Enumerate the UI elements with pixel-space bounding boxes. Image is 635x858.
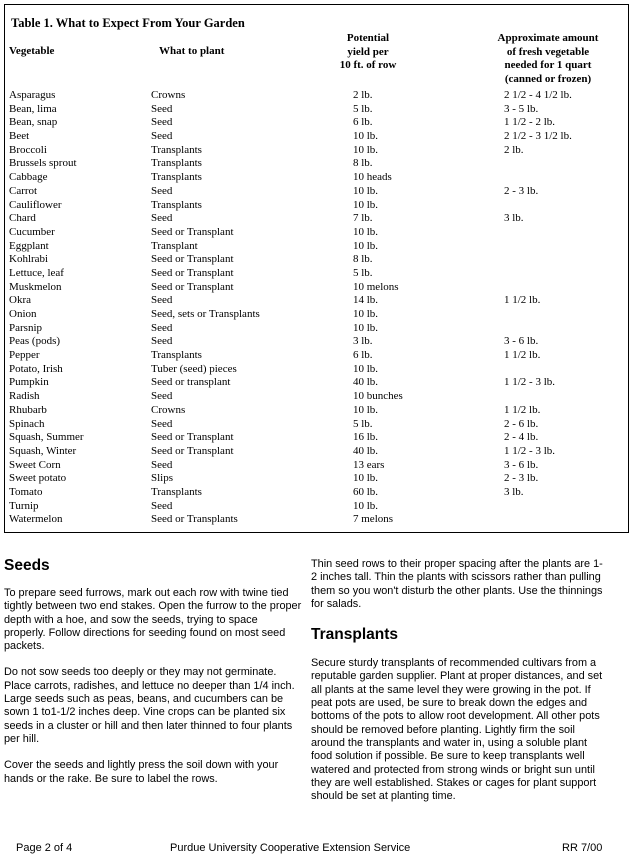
cell-what-to-plant: Seed or Transplant [151,225,234,238]
table-row [5,226,628,240]
cell-what-to-plant: Seed [151,417,173,430]
table-row [5,335,628,349]
cell-yield: 10 bunches [353,390,403,403]
cell-what-to-plant: Seed [151,321,173,334]
cell-yield: 5 lb. [353,417,373,430]
cell-approx-amount: 1 1/2 - 3 lb. [504,444,556,457]
cell-approx-amount: 2 1/2 - 3 1/2 lb. [504,130,572,143]
cell-what-to-plant: Seed [151,294,173,307]
table-row [5,418,628,432]
header-approx-amount [483,32,613,86]
cell-approx-amount: 3 - 5 lb. [504,102,539,115]
cell-yield: 10 lb. [353,472,379,485]
cell-vegetable: Turnip [9,499,39,512]
cell-approx-amount: 1 1/2 lb. [504,294,541,307]
cell-vegetable: Pepper [9,349,40,362]
cell-yield: 40 lb. [353,376,379,389]
cell-yield: 5 lb. [353,102,373,115]
cell-yield: 2 lb. [353,89,373,101]
header-approx-line-2: of fresh vegetable [506,45,590,58]
table-row [5,390,628,404]
publisher: Purdue University Cooperative Extension Service [170,842,411,854]
cell-approx-amount: 3 - 6 lb. [504,458,539,471]
cell-vegetable: Asparagus [9,89,56,101]
cell-vegetable: Watermelon [9,513,63,526]
cell-what-to-plant: Seed [151,390,173,403]
cell-vegetable: Beet [9,130,30,143]
cell-yield: 6 lb. [353,349,373,362]
cell-approx-amount: 2 - 3 lb. [504,472,539,485]
cell-vegetable: Pumpkin [9,376,49,389]
table-row [5,103,628,117]
cell-what-to-plant: Seed [151,335,173,348]
cell-yield: 10 lb. [353,130,379,143]
document-code: RR 7/00 [562,842,603,854]
cell-vegetable: Potato, Irish [9,362,63,375]
cell-approx-amount: 2 - 4 lb. [504,431,539,444]
seeds-paragraph-1: To prepare seed furrows, mark out each row with twine tied tightly between two end stakes. Open the furrow to the proper depth with a hoe, and sow the seeds, trying to space properly. Follow directions for seeding found on most seed packets. [4,587,302,653]
cell-approx-amount: 2 lb. [504,143,524,156]
cell-vegetable: Squash, Summer [9,431,84,444]
cell-what-to-plant: Transplants [151,157,202,170]
cell-what-to-plant: Seed [151,102,173,115]
table-row [5,130,628,144]
cell-yield: 10 lb. [353,308,379,320]
cell-what-to-plant: Slips [151,472,174,485]
cell-what-to-plant: Seed [151,458,173,471]
cell-what-to-plant: Seed or transplant [151,376,231,389]
cell-what-to-plant: Transplants [151,349,202,362]
cell-vegetable: Sweet potato [9,472,67,485]
table-title: Table 1. What to Expect From Your Garden [11,16,245,30]
header-approx-line-3: needed for 1 quart [504,59,592,71]
table-row [5,445,628,459]
cell-yield: 10 lb. [353,239,379,252]
cell-what-to-plant: Crowns [151,89,186,101]
cell-what-to-plant: Seed or Transplants [151,513,238,526]
cell-what-to-plant: Seed [151,499,173,512]
cell-vegetable: Tomato [9,485,43,498]
table-row [5,363,628,377]
transplants-paragraph: Secure sturdy transplants of recommended cultivars from a reputable garden supplier. Plant at proper distances, and set all plants at the same level they were growing in the pot. If peat pots are used, be sure to break down the edges and bottoms of the pots to allow root development. All other pots should be removed before planting. Lightly firm the soil around the transplants and water in, using a soluble plant food solution if possible. Be sure to keep transplants well watered and protected from strong winds or bright sun until they are well established. Stakes or cages for plant support should be set at planting time. [311,657,603,803]
seeds-section [4,557,302,786]
cell-yield: 7 melons [353,513,394,526]
cell-vegetable: Peas (pods) [9,335,61,348]
seeds-heading: Seeds [4,557,50,574]
cell-yield: 10 heads [353,171,392,184]
table-row [5,322,628,336]
header-yield-line-1: Potential [346,32,390,44]
cell-approx-amount: 3 lb. [504,212,524,225]
cell-yield: 10 lb. [353,403,379,416]
cell-approx-amount: 1 1/2 lb. [504,349,541,362]
table-body [5,89,628,527]
cell-yield: 3 lb. [353,335,373,348]
table-row [5,157,628,171]
header-approx-line-1: Approximate amount [497,32,599,44]
cell-what-to-plant: Seed or Transplant [151,253,234,266]
header-approx-line-4: (canned or frozen) [504,72,592,85]
cell-yield: 8 lb. [353,253,373,266]
cell-yield: 60 lb. [353,485,379,498]
table-row [5,459,628,473]
table-row [5,267,628,281]
table-row [5,500,628,514]
cell-vegetable: Broccoli [9,143,47,156]
cell-yield: 5 lb. [353,266,373,279]
cell-approx-amount: 2 - 6 lb. [504,417,539,430]
cell-yield: 10 lb. [353,198,379,211]
table-row [5,431,628,445]
page-number: Page 2 of 4 [16,842,73,854]
cell-vegetable: Kohlrabi [9,253,49,266]
cell-what-to-plant: Transplants [151,485,202,498]
cell-approx-amount: 1 1/2 - 3 lb. [504,376,556,389]
cell-vegetable: Bean, lima [9,102,57,115]
transplants-heading: Transplants [311,626,398,644]
cell-yield: 10 lb. [353,321,379,334]
header-yield-line-3: 10 ft. of row [339,59,397,71]
table-row [5,472,628,486]
cell-what-to-plant: Seed [151,212,173,225]
table-row [5,185,628,199]
table-row [5,281,628,295]
cell-approx-amount: 2 - 3 lb. [504,184,539,197]
table-row [5,253,628,267]
cell-vegetable: Squash, Winter [9,444,77,457]
cell-yield: 16 lb. [353,431,379,444]
table-row [5,308,628,322]
cell-what-to-plant: Transplant [151,239,198,252]
seeds-paragraph-2: Do not sow seeds too deeply or they may not germinate. Place carrots, radishes, and lettuce no deeper than 1/4 inch. Large seeds such as peas, beans, and cucumbers can be sown 1 to1-1/2 inches deep. Vine crops can be planted six seeds in a cluster or hill and then later thinned to four plants per hill. [4,666,295,745]
cell-yield: 14 lb. [353,294,379,307]
cell-vegetable: Parsnip [9,321,42,334]
cell-what-to-plant: Seed or Transplant [151,431,234,444]
table-row [5,376,628,390]
table-row [5,89,628,103]
table-row [5,199,628,213]
cell-approx-amount: 3 - 6 lb. [504,335,539,348]
cell-vegetable: Cabbage [9,171,48,184]
cell-yield: 10 lb. [353,362,379,375]
cell-yield: 6 lb. [353,116,373,129]
cell-approx-amount: 2 1/2 - 4 1/2 lb. [504,89,572,101]
table-row [5,212,628,226]
cell-what-to-plant: Seed or Transplant [151,444,234,457]
cell-vegetable: Brussels sprout [9,157,77,170]
cell-what-to-plant: Seed [151,184,173,197]
cell-what-to-plant: Transplants [151,171,202,184]
cell-yield: 8 lb. [353,157,373,170]
cell-what-to-plant: Tuber (seed) pieces [151,362,237,375]
cell-yield: 7 lb. [353,212,373,225]
cell-vegetable: Rhubarb [9,403,47,416]
table-row [5,171,628,185]
cell-approx-amount: 1 1/2 lb. [504,403,541,416]
header-yield [323,32,413,73]
cell-vegetable: Eggplant [9,239,49,252]
cell-what-to-plant: Seed or Transplant [151,280,234,293]
table-row [5,144,628,158]
cell-yield: 40 lb. [353,444,379,457]
cell-yield: 13 ears [353,458,385,471]
cell-vegetable: Muskmelon [9,280,62,293]
cell-what-to-plant: Seed or Transplant [151,266,234,279]
cell-vegetable: Chard [9,212,36,225]
header-vegetable: Vegetable [9,45,55,57]
cell-yield: 10 lb. [353,499,379,512]
cell-what-to-plant: Seed [151,130,173,143]
garden-yield-table [4,4,629,533]
cell-what-to-plant: Seed, sets or Transplants [151,308,260,320]
table-row [5,116,628,130]
cell-what-to-plant: Seed [151,116,173,129]
cell-vegetable: Okra [9,294,31,307]
cell-yield: 10 lb. [353,184,379,197]
seeds-paragraph-3: Cover the seeds and lightly press the soil down with your hands or the rake. Be sure to label the rows. [4,759,279,785]
cell-vegetable: Lettuce, leaf [9,266,64,279]
page-footer [0,842,635,858]
cell-yield: 10 lb. [353,225,379,238]
header-what-to-plant: What to plant [159,45,225,57]
cell-what-to-plant: Transplants [151,143,202,156]
table-row [5,486,628,500]
cell-approx-amount: 1 1/2 - 2 lb. [504,116,556,129]
cell-yield: 10 lb. [353,143,379,156]
cell-yield: 10 melons [353,280,399,293]
cell-vegetable: Cauliflower [9,198,62,211]
cell-vegetable: Carrot [9,184,38,197]
table-row [5,294,628,308]
cell-approx-amount: 3 lb. [504,485,524,498]
cell-vegetable: Bean, snap [9,116,58,129]
table-row [5,240,628,254]
cell-vegetable: Cucumber [9,225,55,238]
cell-what-to-plant: Transplants [151,198,202,211]
table-row [5,513,628,527]
thinning-paragraph: Thin seed rows to their proper spacing after the plants are 1-2 inches tall. Thin the plants with scissors rather than pulling them so you won't disturb the other plants. Use the thinnings for salads. [311,558,603,610]
cell-vegetable: Onion [9,308,37,320]
header-yield-line-2: yield per [347,45,389,58]
cell-vegetable: Sweet Corn [9,458,61,471]
cell-vegetable: Spinach [9,417,45,430]
right-column [311,558,604,803]
table-row [5,404,628,418]
cell-vegetable: Radish [9,390,40,403]
table-row [5,349,628,363]
cell-what-to-plant: Crowns [151,403,186,416]
